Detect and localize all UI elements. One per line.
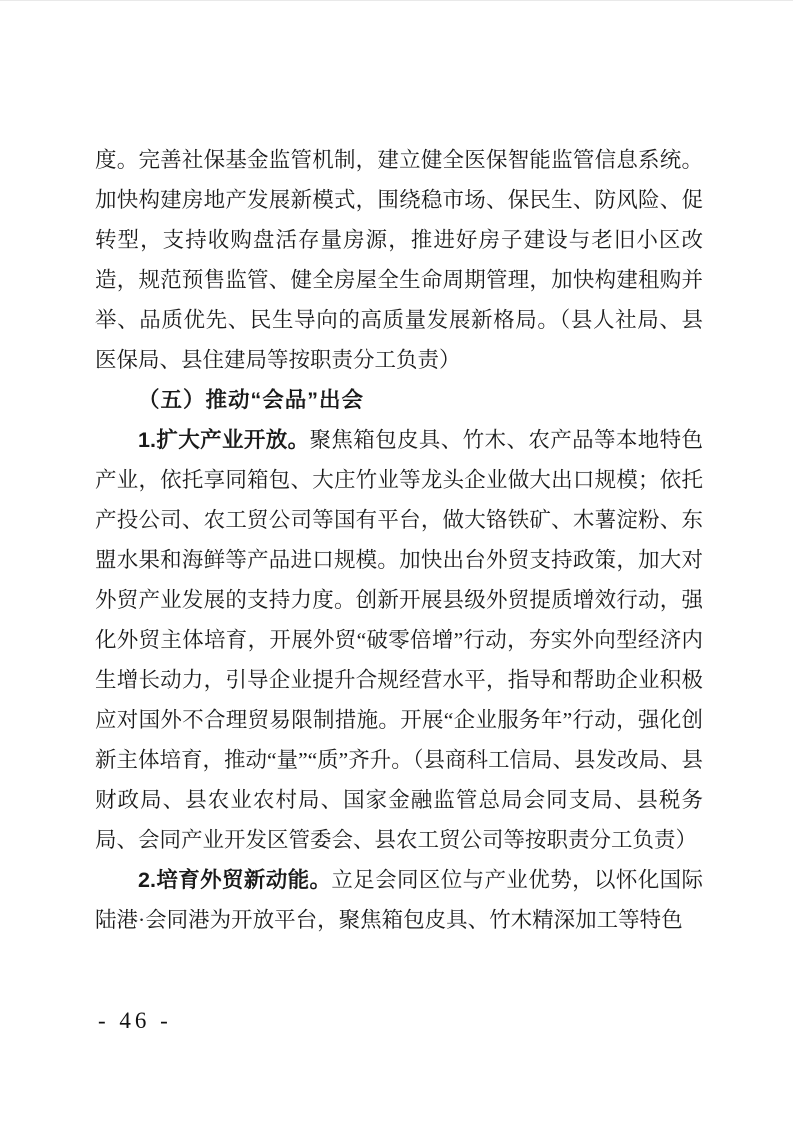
item-1-text: 聚焦箱包皮具、竹木、农产品等本地特色产业，依托享同箱包、大庄竹业等龙头企业做大出口规模；依托产投公司、农工贸公司等国有平台，做大铬铁矿、木薯淀粉、东盟水果和海鲜等产品进口规模。加快出台外贸支持政策，加大对外贸产业发展的支持力度。创新开展县级外贸提质增效行动，强化外贸主体培育，开展外贸“破零倍增”行动，夯实外向型经济内生增长动力，引导企业提升合规经营水平，指导和帮助企业积极应对国外不合理贸易限制措施。开展“企业服务年”行动，强化创新主体培育，推动“量”“质”齐升。（县商科工信局、县发改局、县财政局、县农业农村局、国家金融监管总局会同支局、县税务局、会同产业开发区管委会、县农工贸公司等按职责分工负责）: [95, 428, 703, 852]
item-2-text: 立足会同区位与产业优势，以怀化国际陆港·会同港为开放平台，聚焦箱包皮具、竹木精深加工等特色: [95, 868, 703, 932]
page-number: - 46 -: [98, 1008, 172, 1033]
item-1-lead: 1.扩大产业开放。: [138, 428, 310, 452]
section-heading: （五）推动“会品”出会: [138, 388, 365, 412]
item-2-lead: 2.培育外贸新动能。: [138, 868, 332, 892]
document-body: [95, 140, 703, 940]
item-1-paragraph: [95, 420, 703, 860]
continuation-paragraph: 度。完善社保基金监管机制，建立健全医保智能监管信息系统。加快构建房地产发展新模式，围绕稳市场、保民生、防风险、促转型，支持收购盘活存量房源，推进好房子建设与老旧小区改造，规范预售监管、健全房屋全生命周期管理，加快构建租购并举、品质优先、民生导向的高质量发展新格局。（县人社局、县医保局、县住建局等按职责分工负责）: [95, 148, 703, 372]
item-2-paragraph: [95, 860, 703, 940]
